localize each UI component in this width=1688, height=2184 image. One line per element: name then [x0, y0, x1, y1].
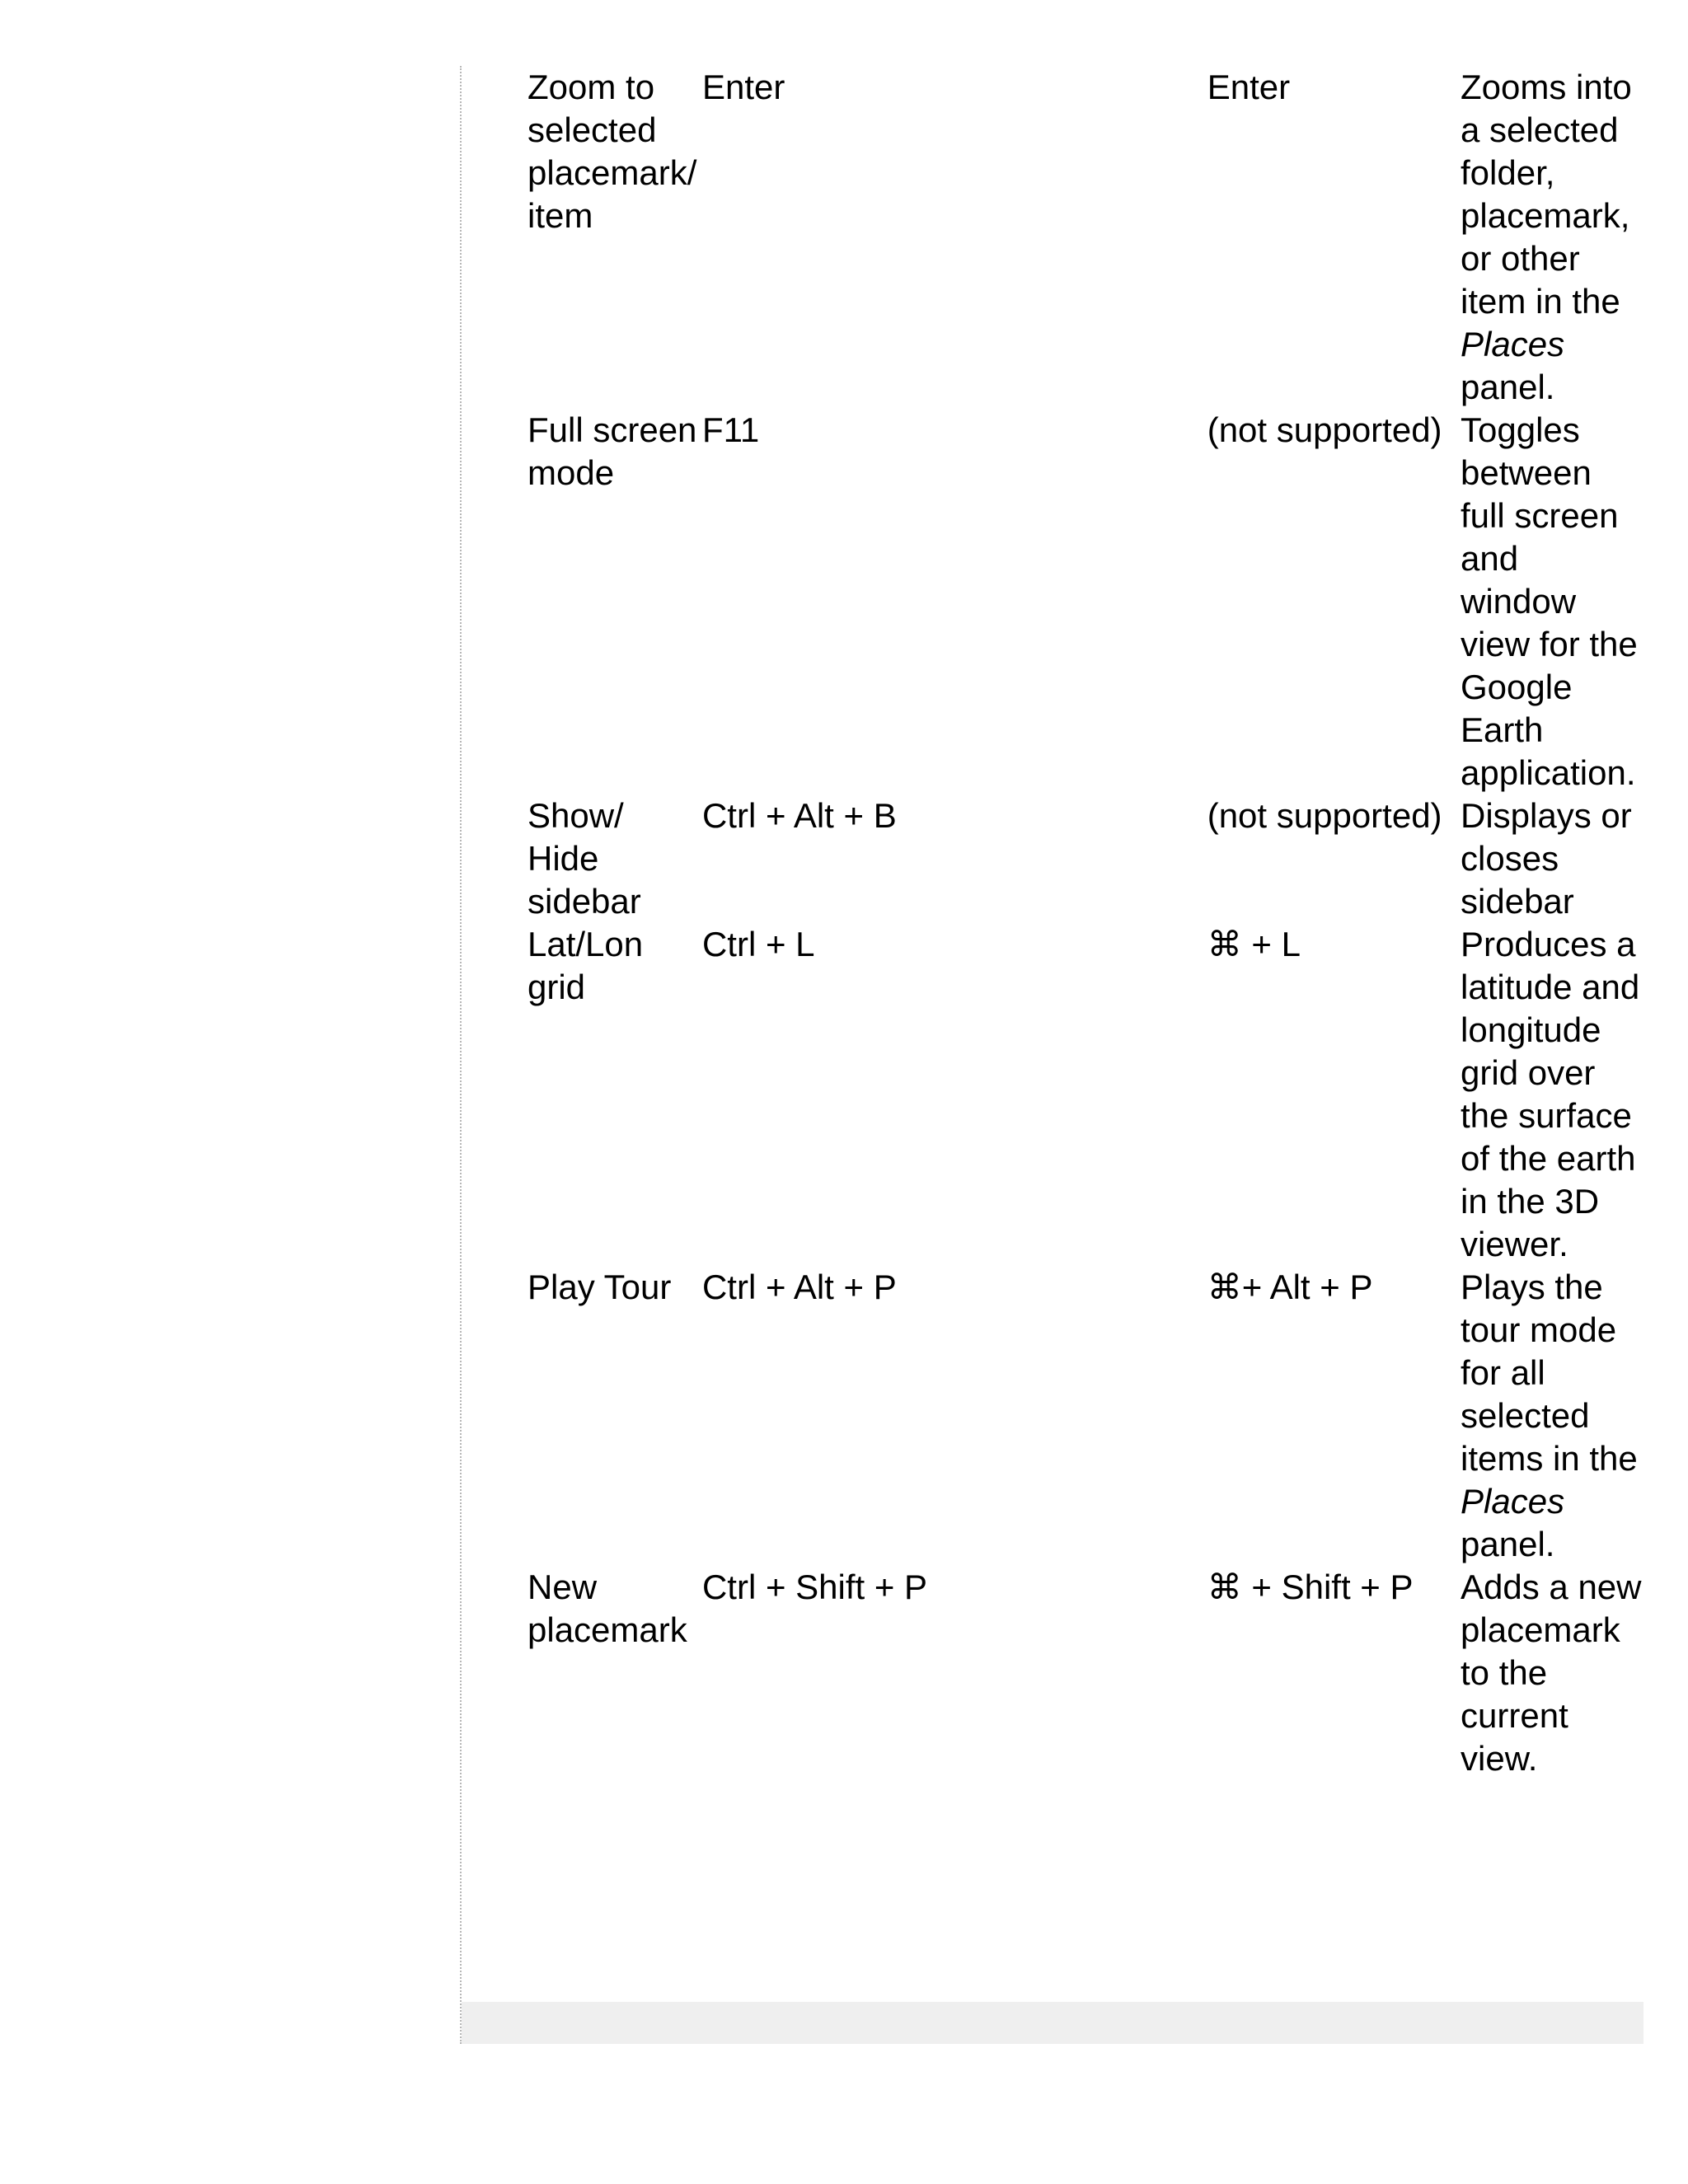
- windows-shortcut-cell: Enter: [701, 68, 785, 106]
- action-cell: Zoom to selected placemark/ item: [528, 68, 697, 235]
- description-emphasis: Places: [1461, 1482, 1565, 1521]
- mac-shortcut-cell: ⌘ + L: [1207, 925, 1301, 963]
- description-cell: [1461, 923, 1642, 1266]
- description-text: Toggles between full screen and window view for the Google Earth application.: [1461, 410, 1638, 792]
- description-tail: panel.: [1461, 1525, 1555, 1563]
- action-cell: Full screen mode: [528, 410, 697, 492]
- mac-shortcut-cell: ⌘+ Alt + P: [1207, 1268, 1373, 1306]
- table-row: [528, 923, 1642, 1266]
- shortcut-table: [528, 66, 1642, 1780]
- document-content-frame: [460, 66, 1642, 2044]
- description-text: Displays or closes sidebar: [1461, 796, 1632, 921]
- mac-shortcut-cell: (not supported): [1207, 796, 1442, 835]
- action-cell: Lat/Lon grid: [528, 925, 644, 1006]
- description-text: Adds a new placemark to the current view.: [1461, 1568, 1642, 1778]
- table-row: [528, 794, 1642, 923]
- description-text: Produces a latitude and longitude grid over the surface of the earth in the 3D viewer.: [1461, 925, 1640, 1263]
- table-row: [528, 1266, 1642, 1566]
- windows-shortcut-cell: Ctrl + Alt + P: [701, 1268, 897, 1306]
- windows-shortcut-cell: Ctrl + L: [701, 925, 815, 963]
- windows-shortcut-cell: Ctrl + Alt + B: [701, 796, 897, 835]
- description-cell: [1461, 1566, 1642, 1780]
- windows-shortcut-cell: F11: [701, 410, 760, 449]
- table-row: [528, 409, 1642, 794]
- description-cell: [1461, 66, 1642, 409]
- action-cell: Play Tour: [528, 1268, 672, 1306]
- description-tail: panel.: [1461, 368, 1555, 406]
- description-cell: [1461, 794, 1642, 923]
- mac-shortcut-cell: Enter: [1207, 68, 1291, 106]
- table-footer-bar: [462, 2002, 1643, 2044]
- table-row: [528, 66, 1642, 409]
- description-text: Zooms into a selected folder, placemark, or other item in the: [1461, 68, 1632, 321]
- action-cell: Show/ Hide sidebar: [528, 796, 641, 921]
- action-cell: New placemark: [528, 1568, 687, 1649]
- description-cell: [1461, 409, 1642, 794]
- mac-shortcut-cell: ⌘ + Shift + P: [1207, 1568, 1414, 1606]
- description-cell: [1461, 1266, 1642, 1566]
- mac-shortcut-cell: (not supported): [1207, 410, 1442, 449]
- description-emphasis: Places: [1461, 325, 1565, 363]
- table-row: [528, 1566, 1642, 1780]
- description-text: Plays the tour mode for all selected items in the: [1461, 1268, 1638, 1478]
- windows-shortcut-cell: Ctrl + Shift + P: [701, 1568, 928, 1606]
